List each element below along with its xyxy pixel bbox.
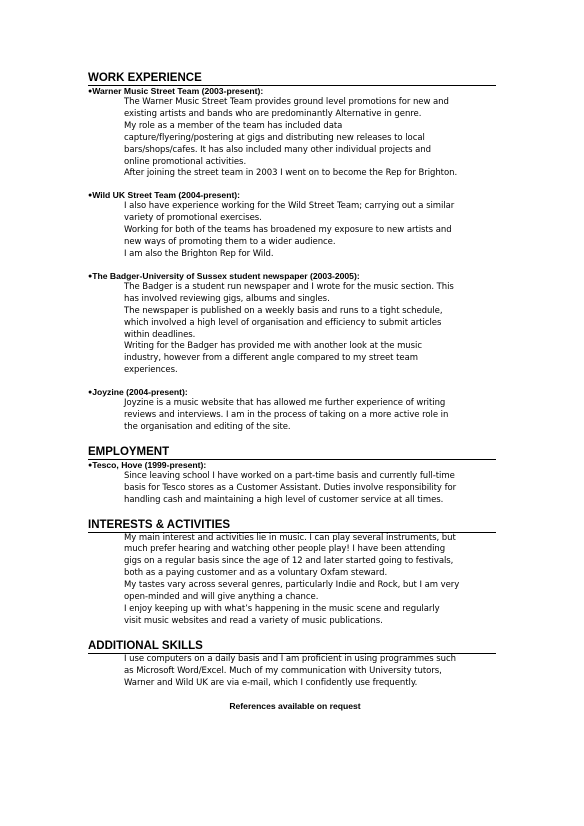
entry-description: The Badger is a student run newspaper and I wrote for the music section. This has involved reviewing gigs, albums and singles. The newspaper is published on a weekly basis and runs to a tight schedule, which involved a high level of organisation and efficiency to submit articles within deadlines. Writing for the Badger has provided me with another look at the music industry, however from a different angle compared to my street team experiences. [124,281,454,376]
entry-description: Since leaving school I have worked on a part-time basis and currently full-time basis for Tesco stores as a Customer Assistant. Duties involve responsibility for handling cash and maintaining a high level of customer service at all times. [124,470,457,505]
work-entry-badger [88,271,496,377]
employment-heading: EMPLOYMENT [88,446,496,460]
skills-heading: ADDITIONAL SKILLS [88,640,496,654]
bullet-icon: ● [88,461,93,469]
employment-entry-tesco [88,460,496,507]
bullet-icon: ● [88,389,93,397]
work-entry-warner [88,86,496,180]
entry-title: ●Wild UK Street Team (2004-present): [88,190,241,201]
entry-title: ●Tesco, Hove (1999-present): [88,459,207,470]
cv-page [88,72,496,712]
interests-description: My main interest and activities lie in music. I can play several instruments, but much prefer hearing and watching other people play! I have been attending gigs on a regular basis since the age of 12 and later started going to festivals, both as a paying customer and as a voluntary Oxfam steward. My tastes vary across several genres, particularly Indie and Rock, but I am very open-minded and will give anything a chance. I enjoy keeping up with what’s happening in the music scene and regularly visit music websites and read a variety of music publications. [124,532,460,626]
work-experience-heading: WORK EXPERIENCE [88,72,496,86]
entry-description: The Warner Music Street Team provides ground level promotions for new and existing artists and bands who are predominantly Alternative in genre. My role as a member of the team has included data capture/flyering/postering at gigs and distributing new releases to local bars/shops/cafes. It has also included many other individual projects and online promotional activities. After joining the street team in 2003 I went on to become the Rep for Brighton. [124,97,458,179]
entry-description: Joyzine is a music website that has allowed me further experience of writing reviews and interviews. I am in the process of taking on a more active role in the organisation and editing of the site. [124,398,449,432]
interests-heading: INTERESTS & ACTIVITIES [88,519,496,533]
entry-title: ●Joyzine (2004-present): [88,387,188,398]
entry-title: ●Warner Music Street Team (2003-present): [88,86,264,96]
references-note: References available on request [229,700,361,711]
entry-description: I also have experience working for the Wild Street Team; carrying out a similar variety of promotional exercises. Working for both of the teams has broadened my exposure to new artists and new ways of promoting them to a wider audience. I am also the Brighton Rep for Wild. [124,201,455,259]
entry-title: ●The Badger-University of Sussex student newspaper (2003-2005): [88,270,360,281]
bullet-icon: ● [88,192,93,200]
skills-description: I use computers on a daily basis and I am proficient in using programmes such as Microsoft Word/Excel. Much of my communication with University tutors, Warner and Wild UK are via e-mail, which I confidently use frequently. [124,653,456,688]
bullet-icon: ● [88,88,93,95]
bullet-icon: ● [88,272,93,280]
work-entry-wild [88,190,496,261]
work-entry-joyzine [88,387,496,434]
